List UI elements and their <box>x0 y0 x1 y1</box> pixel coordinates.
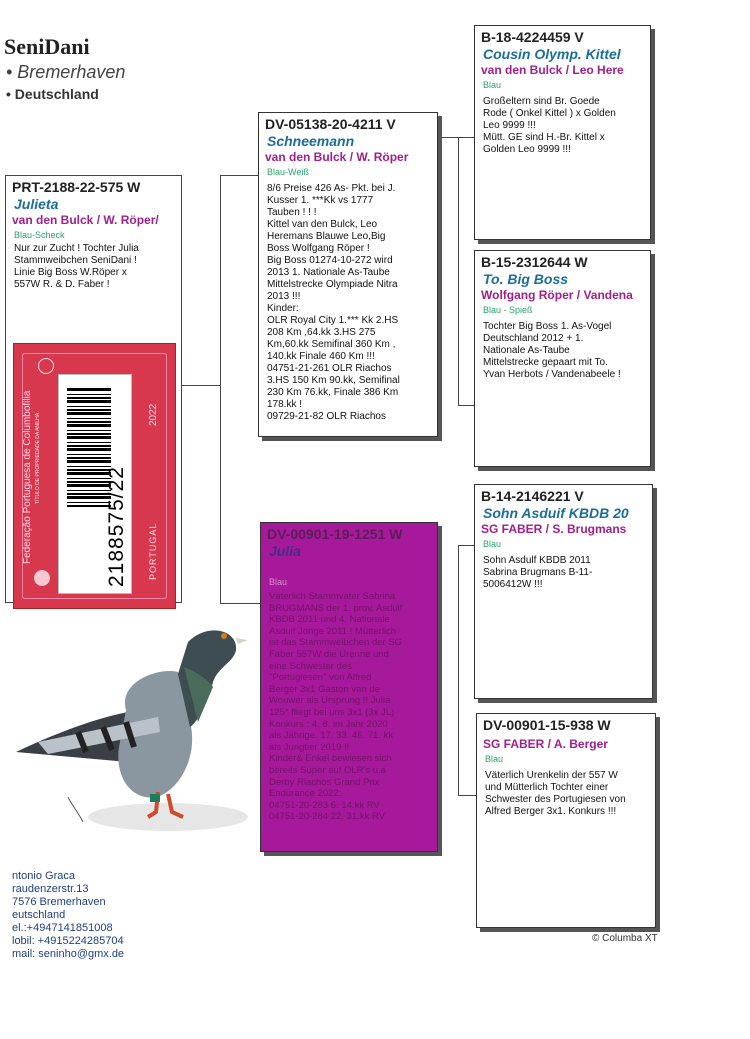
mm-ring: DV-00901-15-938 W <box>483 717 611 733</box>
fm-description: Tochter Big Boss 1. As-Vogel Deutschland 2012 + 1. Nationale As-Taube Mittelstrecke gepaart mit To. Yvan Herbots / Vandenabeele ! <box>483 321 621 380</box>
subject-color: Blau-Scheck <box>14 230 65 240</box>
subject-description: Nur zur Zucht ! Tochter Julia Stammweibchen SeniDani ! Linie Big Boss W.Röper x 557W R. & D. Faber ! <box>14 243 139 290</box>
father-mother-card <box>474 250 651 467</box>
fm-owner: Wolfgang Röper / Vandena <box>481 288 633 302</box>
fm-ring: B-15-2312644 W <box>481 254 588 270</box>
fm-name: To. Big Boss <box>483 271 569 287</box>
mother-color: Blau <box>269 577 288 587</box>
subject-ring: PRT-2188-22-575 W <box>12 179 141 195</box>
connector-fm-h <box>458 405 474 406</box>
breeder-country: • Deutschland <box>6 86 99 102</box>
breeder-contact: ntonio Graca raudenzerstr.13 7576 Bremerhaven eutschland el.:+4947141851008 lobil: +4915224285704 mail: seninho@gmx.de <box>12 870 125 960</box>
fm-color: Blau - Spieß <box>483 305 533 315</box>
breeder-name: SeniDani <box>4 34 90 59</box>
connector-subject-h <box>182 385 220 386</box>
father-father-card <box>474 25 651 240</box>
connector-mm-h <box>458 795 476 796</box>
father-owner: van den Bulck / W. Röper <box>265 150 409 164</box>
connector-father-h <box>220 175 258 176</box>
copyright: © Columba XT <box>592 933 658 944</box>
father-name: Schneemann <box>267 133 355 149</box>
mf-owner: SG FABER / S. Brugmans <box>481 522 627 536</box>
pigeon-photo <box>8 612 248 837</box>
mm-color: Blau <box>485 754 504 764</box>
father-card <box>258 112 438 437</box>
breeder-city: • Bremerhaven <box>6 62 126 82</box>
ff-owner: van den Bulck / Leo Here <box>481 63 624 77</box>
ring-ownership-card <box>13 343 176 609</box>
mm-owner: SG FABER / A. Berger <box>483 737 608 751</box>
father-color: Blau-Weiß <box>267 167 309 177</box>
subject-name: Julieta <box>14 196 59 212</box>
connector-mf-h <box>458 545 474 546</box>
ring-number: 2188575/22 <box>105 466 128 587</box>
subject-owner: van den Bulck / W. Röper/ <box>12 213 159 227</box>
mf-color: Blau <box>483 539 502 549</box>
ff-description: Großeltern sind Br. Goede Rode ( Onkel Kittel ) x Golden Leo 9999 !!! Mütt. GE sind H.-Br. Kittel x Golden Leo 9999 !!! <box>483 96 616 155</box>
connector-parents-v <box>220 175 221 603</box>
mf-name: Sohn Asduif KBDB 20 <box>483 505 629 521</box>
mother-description: Väterlich Stammvater Sabrina BRUGMANS der 1. prov. Asduif KBDB 2011 und 4. Nationale Asduif Jonge 2011 ! Mütterlich ist das Stammweibchen der SG Faber 557W die Urenne und eine Schwester des "Portugiesen" von Alfred Berger 3x1 Gaston van de Wouwer als Ursprung !! Julia 125* fliegt bei uns 3x1 (3x JL) Konkurs : 4. 8. im Jahr 2020 als Jährige. 17. 33. 46. 71. kk als Jungtier 2019 !! Kinder& Enkel bewiesen sich bereits Super auf OLR's u.a Derby Riachos Grand Prix Endurance 2022: 04751-20-283 6. 14.kk RV 04751-20-284 22. 31.kk RV <box>269 591 403 823</box>
connector-mother-gp-v <box>458 545 459 795</box>
father-description: 8/6 Preise 426 As- Pkt. bei J. Kusser 1. ***Kk vs 1777 Tauben ! ! ! Kittel van den Bulck, Leo Heremans Blauwe Leo,Big Boss Wolfgang Röper ! Big Boss 01274-10-272 wird 2013 1. Nationale As-Taube Mittelstrecke Olympiade Nitra 2013 !!! Kinder: OLR Royal City 1.*** Kk 2.HS 208 Km ,64.kk 3.HS 275 Km,60.kk Semifinal 360 Km , 140.kk Finale 460 Km !!! 04751-21-261 OLR Riachos 3.HS 150 Km 90.kk, Semifinal 230 Km 76.kk, Finale 386 Km 178.kk ! 09729-21-82 OLR Riachos <box>267 183 400 422</box>
mm-description: Väterlich Urenkelin der 557 W und Mütterlich Tochter einer Schwester des Portugiesen von Alfred Berger 3x1. Konkurs !!! <box>485 770 626 817</box>
ring-card-subtitle: TÍTULO DE PROPRIEDADE DA ANILHA <box>35 412 41 504</box>
ring-card-country: PORTUGAL <box>148 522 158 580</box>
ring-card-year: 2022 <box>148 403 159 426</box>
ring-card-logo-icon <box>38 358 54 374</box>
ff-ring: B-18-4224459 V <box>481 29 584 45</box>
father-ring: DV-05138-20-4211 V <box>265 116 396 132</box>
mother-name: Julia <box>269 543 301 559</box>
ff-color: Blau <box>483 80 502 90</box>
mother-mother-card <box>476 713 656 928</box>
mf-description: Sohn Asdulf KBDB 2011 Sabrina Brugmans B-11- 5006412W !!! <box>483 555 593 590</box>
connector-father-gp-v <box>458 137 459 405</box>
ring-card-org: Federação Portuguesa de Columbofilia <box>22 390 33 564</box>
connector-ff-h <box>438 137 474 138</box>
mother-father-card <box>474 484 653 699</box>
mother-ring: DV-00901-19-1251 W <box>267 526 403 542</box>
barcode-panel <box>58 374 132 594</box>
connector-mother-h <box>220 603 260 604</box>
ff-name: Cousin Olymp. Kittel <box>483 46 621 62</box>
ring-number-wrap <box>65 466 128 587</box>
ring-card-emblem-icon <box>34 570 50 586</box>
mf-ring: B-14-2146221 V <box>481 488 584 504</box>
mother-card <box>260 522 438 852</box>
